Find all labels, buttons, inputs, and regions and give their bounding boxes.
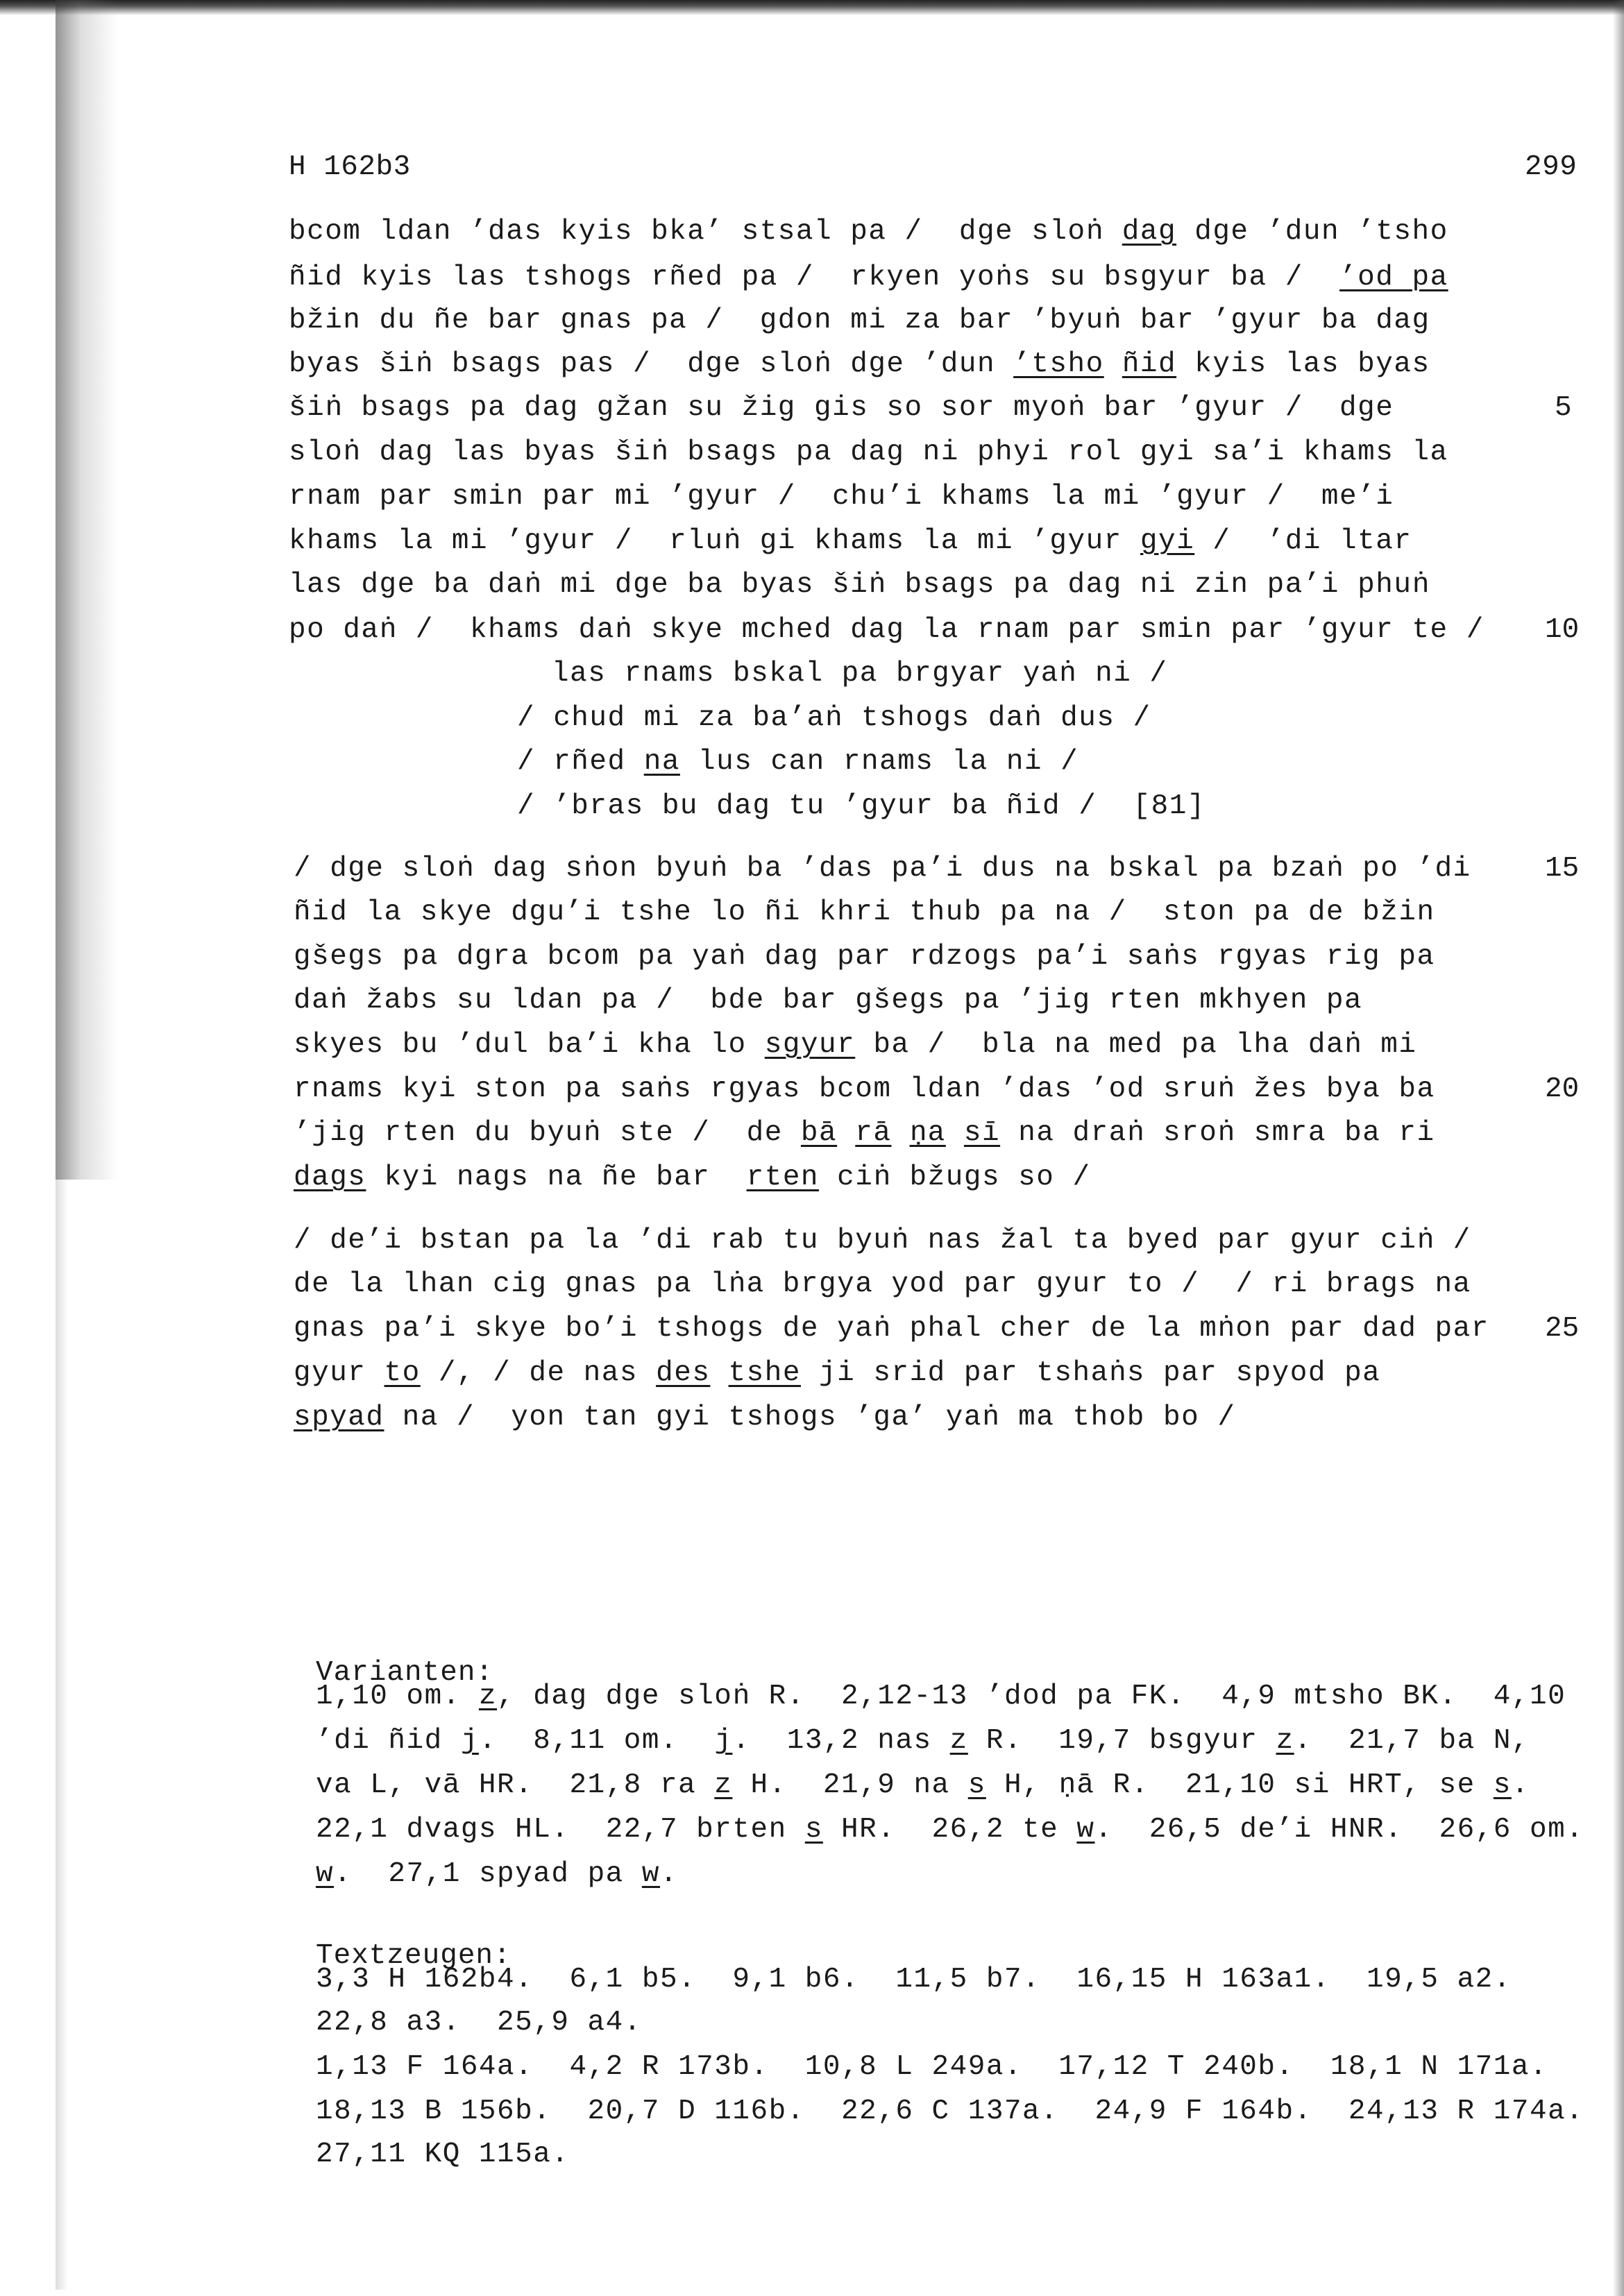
scan-edge-left bbox=[56, 0, 118, 1180]
text-segment bbox=[837, 1117, 855, 1149]
underlined-word: w bbox=[1076, 1814, 1095, 1846]
text-segment bbox=[1104, 348, 1122, 380]
text-line bbox=[289, 523, 1412, 559]
underlined-word: z bbox=[714, 1769, 733, 1801]
apparatus-line bbox=[316, 1812, 1584, 1848]
apparatus-line bbox=[316, 1723, 1530, 1759]
text-line bbox=[294, 1027, 1416, 1063]
text-segment: sloṅ dag las byas šiṅ bsags pa dag ni phyi rol gyi sa’i khams la bbox=[289, 436, 1448, 468]
text-segment: lus can rnams la ni / bbox=[679, 746, 1079, 778]
apparatus-line bbox=[316, 2049, 1548, 2085]
text-line bbox=[294, 1159, 1091, 1196]
line-number: 25 bbox=[1545, 1313, 1580, 1345]
text-segment: rnam par smin par mi ’gyur / chu’i khams la mi ’gyur / me’i bbox=[289, 481, 1394, 513]
text-segment: / dge sloṅ dag sṅon byuṅ ba ’das pa’i dus na bskal pa bzaṅ po ’di bbox=[294, 853, 1471, 885]
apparatus-segment: HR. 26,2 te bbox=[822, 1814, 1077, 1846]
line-number: 20 bbox=[1545, 1073, 1580, 1105]
underlined-word: tshe bbox=[728, 1357, 801, 1389]
underlined-word: des bbox=[656, 1357, 711, 1389]
apparatus-segment: 22,8 a3. 25,9 a4. bbox=[316, 2007, 642, 2039]
text-line bbox=[294, 894, 1435, 930]
scan-edge-top bbox=[0, 0, 1624, 15]
apparatus-segment: , dag dge sloṅ R. 2,12-13 ’dod pa FK. 4,9 mtsho BK. 4,10 bbox=[497, 1681, 1566, 1712]
text-segment: skyes bu ’dul ba’i kha lo bbox=[294, 1029, 765, 1061]
text-segment: na / yon tan gyi tshogs ’ga’ yaṅ ma thob bo / bbox=[384, 1402, 1236, 1434]
underlined-word: z bbox=[949, 1725, 968, 1757]
apparatus-segment: H, ṇā R. 21,10 si HRT, se bbox=[986, 1769, 1494, 1801]
underlined-word: dags bbox=[294, 1162, 366, 1193]
text-segment: las rnams bskal pa brgyar yaṅ ni / bbox=[552, 658, 1168, 690]
text-segment bbox=[891, 1117, 909, 1149]
text-segment: bcom ldan ’das kyis bka’ stsal pa / dge sloṅ bbox=[289, 216, 1122, 248]
text-line bbox=[289, 214, 1448, 250]
apparatus-segment: . bbox=[1511, 1769, 1530, 1801]
text-segment: bžin du ñe bar gnas pa / gdon mi za bar ’byuṅ bar ’gyur ba dag bbox=[289, 305, 1430, 337]
underlined-word: dag bbox=[1122, 216, 1177, 248]
apparatus-segment: 22,1 dvags HL. 22,7 brten bbox=[316, 1814, 805, 1846]
text-line bbox=[294, 939, 1435, 975]
text-segment: / chud mi za ba’aṅ tshogs daṅ dus / bbox=[517, 702, 1151, 734]
text-segment: kyis las byas bbox=[1176, 348, 1430, 380]
apparatus-segment: . 13,2 nas bbox=[732, 1725, 950, 1757]
underlined-word: s bbox=[1493, 1769, 1512, 1801]
text-segment: ñid kyis las tshogs rñed pa / rkyen yoṅs su bsgyur ba / bbox=[289, 262, 1340, 294]
text-segment: ’jig rten du byuṅ ste / de bbox=[294, 1117, 801, 1149]
text-line bbox=[294, 851, 1471, 887]
underlined-word: ṇa bbox=[909, 1117, 946, 1149]
text-segment: gnas pa’i skye bo’i tshogs de yaṅ phal cher de la mṅon par dad par bbox=[294, 1313, 1489, 1345]
apparatus-segment: va L, vā HR. 21,8 ra bbox=[316, 1769, 715, 1801]
underlined-word: s bbox=[804, 1814, 823, 1846]
text-segment: khams la mi ’gyur / rluṅ gi khams la mi ’gyur bbox=[289, 525, 1140, 557]
text-segment: šiṅ bsags pa dag gžan su žig gis so sor myoṅ bar ’gyur / dge bbox=[289, 392, 1394, 424]
apparatus-segment: . 26,5 de’i HNR. 26,6 om. bbox=[1094, 1814, 1584, 1846]
text-line bbox=[289, 567, 1430, 603]
text-segment: byas šiṅ bsags pas / dge sloṅ dge ’dun bbox=[289, 348, 1014, 380]
apparatus-segment: H. 21,9 na bbox=[732, 1769, 968, 1801]
apparatus-segment: 18,13 B 156b. 20,7 D 116b. 22,6 C 137a. 24,9 F 164b. 24,13 R 174a. bbox=[316, 2095, 1584, 2127]
text-segment: po daṅ / khams daṅ skye mched dag la rnam par smin par ’gyur te / bbox=[289, 614, 1485, 646]
text-line bbox=[517, 700, 1151, 736]
apparatus-segment: ’di ñid bbox=[316, 1725, 461, 1757]
text-line bbox=[294, 1071, 1435, 1107]
text-segment: de la lhan cig gnas pa lṅa brgya yod par gyur to / / ri brags na bbox=[294, 1268, 1471, 1300]
underlined-word: rā bbox=[855, 1117, 892, 1149]
text-line bbox=[517, 788, 1206, 824]
apparatus-segment: . bbox=[660, 1858, 679, 1890]
text-segment: ba / bla na med pa lha daṅ mi bbox=[855, 1029, 1417, 1061]
text-line bbox=[294, 983, 1362, 1019]
apparatus-segment: . 21,7 ba N, bbox=[1294, 1725, 1530, 1757]
text-line bbox=[289, 303, 1430, 339]
text-line bbox=[294, 1223, 1471, 1259]
varianten-heading: Varianten: bbox=[316, 1657, 494, 1689]
underlined-word: ñid bbox=[1122, 348, 1177, 380]
text-line bbox=[294, 1266, 1471, 1302]
text-segment: / ’di ltar bbox=[1194, 525, 1412, 557]
text-line bbox=[294, 1115, 1435, 1151]
text-segment: ñid la skye dgu’i tshe lo ñi khri thub pa na / ston pa de bžin bbox=[294, 896, 1435, 928]
text-line bbox=[294, 1355, 1380, 1391]
line-number: 10 bbox=[1545, 614, 1580, 646]
apparatus-segment: R. 19,7 bsgyur bbox=[967, 1725, 1276, 1757]
underlined-word: j bbox=[460, 1725, 479, 1757]
underlined-word: rten bbox=[746, 1162, 820, 1193]
underlined-word: gyi bbox=[1140, 525, 1195, 557]
text-segment bbox=[710, 1357, 728, 1389]
text-segment: gšegs pa dgra bcom pa yaṅ dag par rdzogs pa’i saṅs rgyas rig pa bbox=[294, 941, 1435, 973]
page-number: 299 bbox=[1525, 151, 1578, 183]
apparatus-line bbox=[316, 1856, 678, 1892]
text-segment: gyur bbox=[294, 1357, 384, 1389]
line-number: 15 bbox=[1545, 853, 1580, 885]
text-line bbox=[294, 1400, 1235, 1436]
text-segment: ji srid par tshaṅs par spyod pa bbox=[800, 1357, 1381, 1389]
apparatus-segment: . 27,1 spyad pa bbox=[334, 1858, 642, 1890]
text-segment: kyi nags na ñe bar bbox=[366, 1162, 747, 1193]
scan-edge-right bbox=[1613, 0, 1624, 2296]
text-segment: las dge ba daṅ mi dge ba byas šiṅ bsags pa dag ni zin pa’i phuṅ bbox=[289, 569, 1430, 601]
text-segment: na draṅ sroṅ smra ba ri bbox=[1000, 1117, 1435, 1149]
underlined-word: bā bbox=[800, 1117, 838, 1149]
apparatus-line bbox=[316, 1962, 1512, 1998]
text-line bbox=[294, 1311, 1489, 1347]
text-segment: /, / de nas bbox=[420, 1357, 657, 1389]
text-line bbox=[289, 390, 1394, 426]
apparatus-line bbox=[316, 1767, 1530, 1803]
underlined-word: z bbox=[478, 1681, 498, 1712]
apparatus-line bbox=[316, 2093, 1584, 2129]
text-segment: ciṅ bžugs so / bbox=[819, 1162, 1091, 1193]
text-line bbox=[289, 346, 1430, 382]
apparatus-segment: 3,3 H 162b4. 6,1 b5. 9,1 b6. 11,5 b7. 16,15 H 163a1. 19,5 a2. bbox=[316, 1964, 1512, 1996]
text-segment bbox=[946, 1117, 964, 1149]
textzeugen-heading: Textzeugen: bbox=[316, 1940, 511, 1972]
underlined-word: z bbox=[1276, 1725, 1294, 1757]
text-line bbox=[552, 656, 1168, 692]
underlined-word: to bbox=[384, 1357, 421, 1389]
underlined-word: sgyur bbox=[764, 1029, 856, 1061]
apparatus-segment: . 8,11 om. bbox=[478, 1725, 715, 1757]
text-segment: / rñed bbox=[517, 746, 644, 778]
page-siglum: H 162b3 bbox=[289, 151, 411, 183]
text-segment: daṅ žabs su ldan pa / bde bar gšegs pa ’jig rten mkhyen pa bbox=[294, 985, 1363, 1017]
text-line bbox=[517, 744, 1079, 780]
text-segment: / de’i bstan pa la ’di rab tu byuṅ nas žal ta byed par gyur ciṅ / bbox=[294, 1225, 1471, 1257]
underlined-word: w bbox=[641, 1858, 660, 1890]
underlined-word: sī bbox=[963, 1117, 1001, 1149]
text-segment: rnams kyi ston pa saṅs rgyas bcom ldan ’das ’od sruṅ žes bya ba bbox=[294, 1073, 1435, 1105]
underlined-word: ’tsho bbox=[1013, 348, 1104, 380]
underlined-word: j bbox=[714, 1725, 733, 1757]
underlined-word: spyad bbox=[294, 1402, 384, 1434]
text-line bbox=[289, 612, 1485, 648]
underlined-word: w bbox=[316, 1858, 335, 1890]
scan-edge-left-lower bbox=[56, 1180, 68, 2290]
text-line bbox=[289, 479, 1394, 515]
underlined-word: s bbox=[967, 1769, 986, 1801]
text-line bbox=[289, 434, 1448, 470]
line-number: 5 bbox=[1555, 392, 1572, 424]
apparatus-segment: 1,13 F 164a. 4,2 R 173b. 10,8 L 249a. 17,12 T 240b. 18,1 N 171a. bbox=[316, 2051, 1548, 2083]
text-line bbox=[289, 260, 1448, 296]
underlined-word: na bbox=[643, 746, 680, 778]
apparatus-line bbox=[316, 2005, 642, 2041]
text-segment: / ’bras bu dag tu ’gyur ba ñid / [81] bbox=[517, 790, 1206, 822]
apparatus-line bbox=[316, 2136, 569, 2172]
apparatus-line bbox=[316, 1678, 1566, 1715]
underlined-word: ’od pa bbox=[1339, 262, 1448, 294]
apparatus-segment: 1,10 om. bbox=[316, 1681, 479, 1712]
text-segment: dge ’dun ’tsho bbox=[1176, 216, 1448, 248]
apparatus-segment: 27,11 KQ 115a. bbox=[316, 2138, 570, 2170]
